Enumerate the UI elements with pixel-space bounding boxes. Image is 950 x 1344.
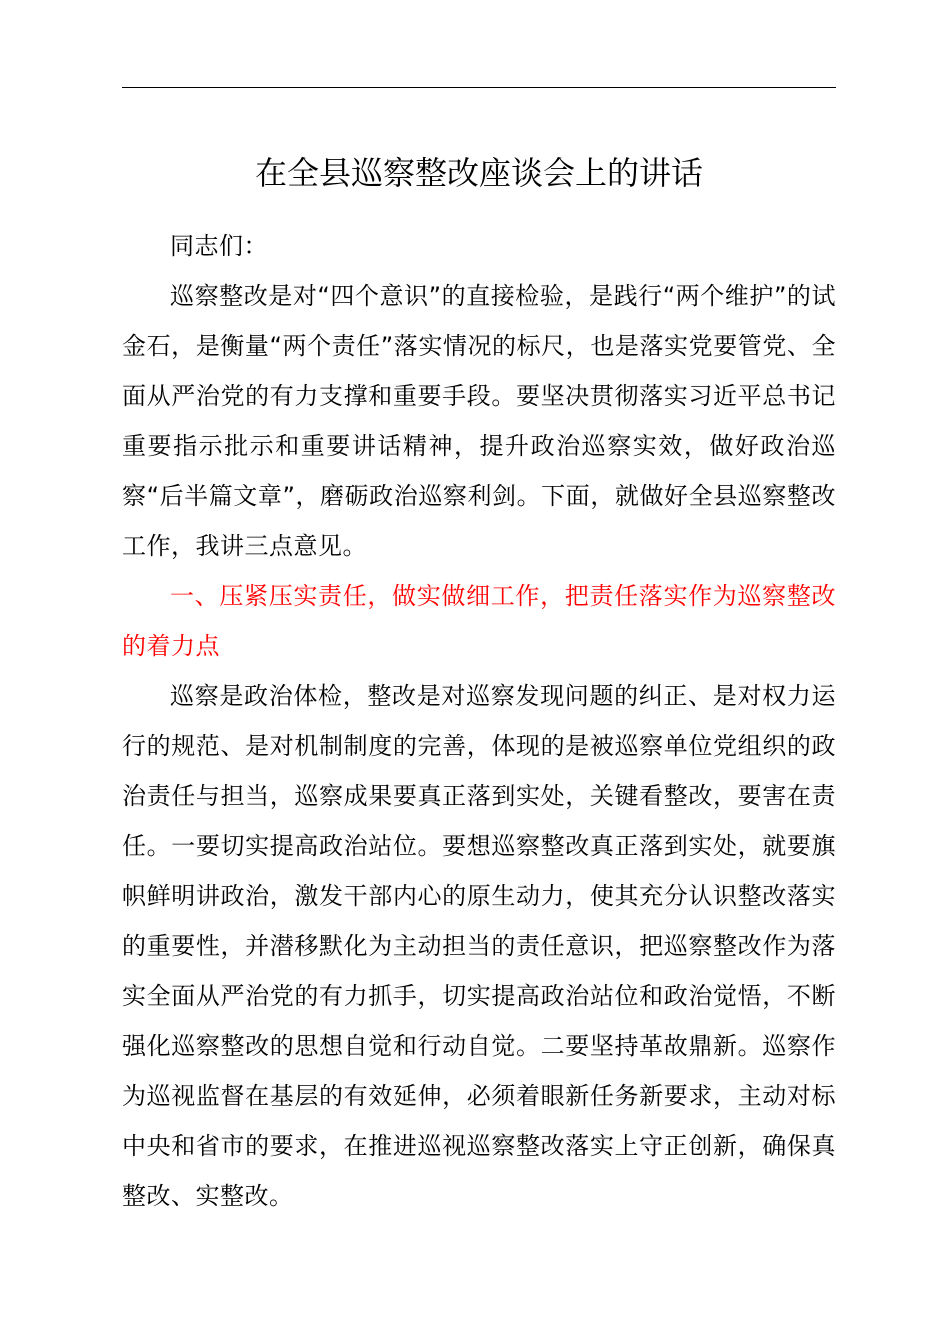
header-rule	[122, 87, 836, 88]
section-1-body: 巡察是政治体检，整改是对巡察发现问题的纠正、是对权力运行的规范、是对机制制度的完善，体现的是被巡察单位党组织的政治责任与担当，巡察成果要真正落到实处，关键看整改，要害在责任。一要切实提高政治站位。要想巡察整改真正落到实处，就要旗帜鲜明讲政治，激发干部内心的原生动力，使其充分认识整改落实的重要性，并潜移默化为主动担当的责任意识，把巡察整改作为落实全面从严治党的有力抓手，切实提高政治站位和政治觉悟，不断强化巡察整改的思想自觉和行动自觉。二要坚持革故鼎新。巡察作为巡视监督在基层的有效延伸，必须着眼新任务新要求，主动对标中央和省市的要求，在推进巡视巡察整改落实上守正创新，确保真整改、实整改。	[122, 682, 836, 1210]
document-title: 在全县巡察整改座谈会上的讲话	[254, 154, 703, 192]
document-body	[122, 221, 836, 1221]
section-1-heading: 一、压紧压实责任，做实做细工作，把责任落实作为巡察整改的着力点	[122, 582, 836, 660]
intro-paragraph: 巡察整改是对“四个意识”的直接检验，是践行“两个维护”的试金石，是衡量“两个责任”落实情况的标尺，也是落实党要管党、全面从严治党的有力支撑和重要手段。要坚决贯彻落实习近平总书记重要指示批示和重要讲话精神，提升政治巡察实效，做好政治巡察“后半篇文章”，磨砺政治巡察利剑。下面，就做好全县巡察整改工作，我讲三点意见。	[122, 282, 836, 560]
salutation: 同志们：	[170, 232, 268, 260]
